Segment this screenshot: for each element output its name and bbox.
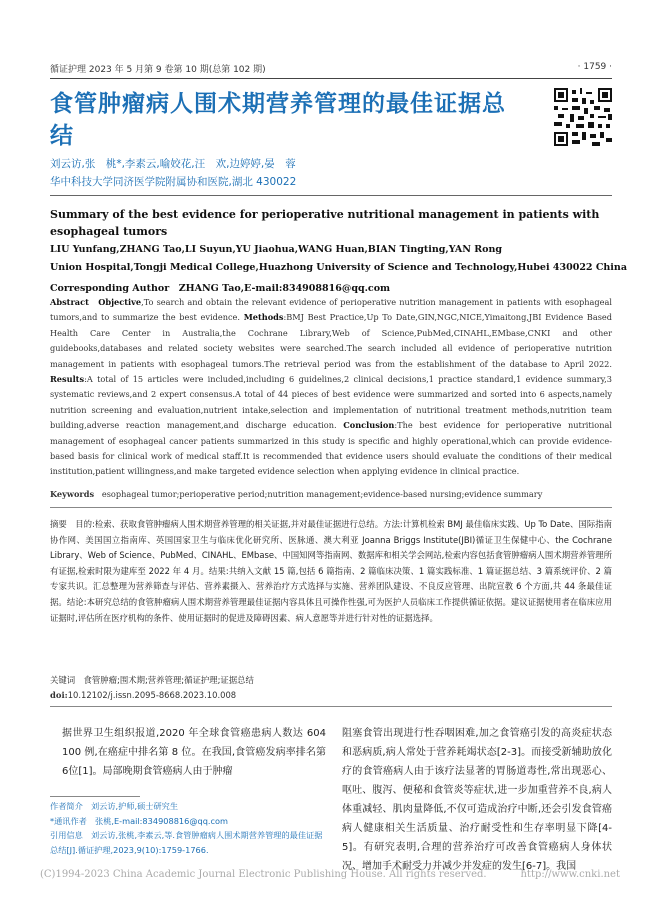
affiliation-en: Union Hospital,Tongji Medical College,Huazhong University of Science and Technology,Hubei 430022 China: [50, 262, 627, 273]
footnote-rule: [50, 796, 140, 797]
authors-en: LIU Yunfang,ZHANG Tao,LI Suyun,YU Jiaohua,WANG Huan,BIAN Tingting,YAN Rong: [50, 244, 503, 255]
keywords-en: [50, 489, 542, 499]
doi-label: doi:: [50, 690, 68, 700]
conclusion-text: The best evidence for perioperative nutritional management of esophageal cancer patients summarized in this study is specific and highly operational,which can provide evidence-based basis for clinical work of medical staff.It is recommended that evidence users should evaluate the conditions of their medical institution,patient willingness,and make targeted evidence selection when applying evidence in clinical practice.: [50, 420, 612, 477]
keywords-text: esophageal tumor;perioperative period;nutrition management;evidence-based nursing;evidence summary: [101, 489, 543, 499]
doi: [50, 690, 236, 700]
abstract-en: Abstract Objective,To search and obtain the relevant evidence of perioperative nutrition management in patients with esophageal tumors,and to summarize the best evidence. Methods:BMJ Best Practice,Up To Date,GIN,NGC,NICE,Yimaitong,JBI Evidence Based Health Care Center in Australia,the Cochrane Library,Web of Science,PubMed,CINAHL,EMbase,CNKI and other guidebooks,databases and related society websites were searched.The search included all evidence of perioperative nutrition management in patients with esophageal tumors.The retrieval period was from the establishment of the database to April 2022. Results:A total of 15 articles were included,including 6 guidelines,2 clinical decisions,1 practice standard,1 evidence summary,3 systematic reviews,and 2 expert consensus.A total of 44 pieces of best evidence were summarized and sorted into 6 aspects,namely nutrition screening and evaluation,nutrient intake,selection and implementation of nutritional treatment methods,nutrition team building,adverse reaction management,and discharge education. Conclusion:The best evidence for perioperative nutritional management of esophageal cancer patients summarized in this study is specific and highly operational,which can provide evidence-based basis for clinical work of medical staff.It is recommended that evidence users should evaluate the conditions of their medical institution,patient willingness,and make targeted evidence selection when applying evidence in clinical practice.: [50, 297, 612, 477]
methods-text: BMJ Best Practice,Up To Date,GIN,NGC,NICE,Yimaitong,JBI Evidence Based Health Care Center in Australia,the Cochrane Library,Web of Science,PubMed,CINAHL,EMbase,CNKI and other guidebooks,databases and related society websites were searched.The search included all evidence of perioperative nutrition management in patients with esophageal tumors.The retrieval period was from the establishment of the database to April 2022.: [50, 312, 612, 369]
body-text-left: 据世界卫生组织报道,2020 年全球食管癌患病人数达 604 100 例,在癌症中排名第 8 位。在我国,食管癌发病率排名第6位[1]。局部晚期食管癌病人由于肿瘤: [62, 728, 326, 777]
divider: [50, 706, 612, 707]
authors-cn: 刘云访,张 桃*,李素云,喻姣花,汪 欢,边婷婷,晏 蓉: [50, 158, 296, 170]
footnote: [50, 799, 330, 857]
objective-label: Objective: [98, 297, 142, 307]
article-title-en: Summary of the best evidence for perioperative nutritional management in patients with esophageal tumors: [50, 208, 600, 238]
results-label: Results: [50, 374, 85, 385]
methods-label: Methods: [243, 312, 284, 323]
affiliation-cn: 华中科技大学同济医学院附属协和医院,湖北 430022: [50, 176, 297, 188]
conclusion-label: Conclusion: [343, 420, 395, 431]
article-title-cn: 食管肿瘤病人围术期营养管理的最佳证据总结: [50, 91, 506, 149]
corresponding-author: Corresponding Author ZHANG Tao,E-mail:834908816@qq.com: [50, 283, 391, 294]
doi-value[interactable]: 10.12102/j.issn.2095-8668.2023.10.008: [67, 690, 237, 700]
abstract-label: Abstract: [50, 297, 89, 307]
body-text-right: 阻塞食管出现进行性吞咽困难,加之食管癌引发的高炎症状态和恶病质,病人常处于营养耗竭状态[2-3]。而接受新辅助放化疗的食管癌病人由于该疗法显著的胃肠道毒性,常出现恶心、呕吐、腹泻、便秘和食管炎等症状,进一步加重营养不良,病人体重减轻、肌肉量降低,不仅可造成治疗中断,还会引发食管癌病人健康相关生活质量、治疗耐受性和生存率明显下降[4-5]。有研究表明,合理的营养治疗可改善食管癌病人身体状况、增加手术耐受力并减少并发症的发生[6-7]。我国: [342, 728, 612, 872]
running-header: 循证护理 2023 年 5 月第 9 卷第 10 期(总第 102 期): [50, 65, 266, 75]
keywords-label: Keywords: [50, 489, 95, 499]
abstract-cn: 摘要 目的:检索、获取食管肿瘤病人围术期营养管理的相关证据,并对最佳证据进行总结。方法:计算机检索 BMJ 最佳临床实践、Up To Date、国际指南协作网、美国国立指南库、英国国家卫生与临床优化研究所、医脉通、澳大利亚 Joanna Briggs Institute(JBI)循证卫生保健中心、the Cochrane Library、Web of Science、PubMed、CINAHL、EMbase、中国知网等指南网、数据库和相关学会网站,检索内容包括食管肿瘤病人围术期营养管理所有证据,检索时限为建库至 2022 年 4 月。结果:共纳入文献 15 篇,包括 6 篇指南、2 篇临床决策、1 篇实践标准、1 篇证据总结、3 篇系统评价、2 篇专家共识。汇总整理为营养筛查与评估、营养素摄入、营养治疗方式选择与实施、营养团队建设、不良反应管理、出院宣教 6 个方面,共 44 条最佳证据。结论:本研究总结的食管肿瘤病人围术期营养管理最佳证据内容具体且可操作性强,可为医护人员临床工作提供循证依据。建议证据使用者在临床应用证据时,评估所在医疗机构的条件、使用证据时的促进及障碍因素、病人意愿等并进行针对性的证据选择。: [50, 519, 612, 623]
corresponding-note: *通讯作者 张桃,E-mail:834908816@qq.com: [50, 815, 228, 826]
qr-code-icon: [554, 88, 612, 146]
author-intro: 作者简介 刘云访,护师,硕士研究生: [50, 801, 179, 811]
copyright-bar: [40, 869, 620, 880]
citation-info: 引用信息 刘云访,张桃,李素云,等.食管肿瘤病人围术期营养管理的最佳证据总结[J].循证护理,2023,9(10):1759-1766.: [50, 830, 323, 855]
divider: [50, 195, 612, 196]
objective-text: To search and obtain the relevant evidence of perioperative nutrition management in patients with esophageal tumors,and to summarize the best evidence.: [50, 297, 612, 323]
cnki-link[interactable]: http://www.cnki.net: [520, 869, 620, 880]
page-number: · 1759 ·: [577, 62, 612, 72]
keywords-cn: 关键词 食管肿瘤;围术期;营养管理;循证护理;证据总结: [50, 675, 254, 685]
copyright-text: (C)1994-2023 China Academic Journal Electronic Publishing House. All rights reserved.: [40, 869, 487, 880]
results-text: A total of 15 articles were included,including 6 guidelines,2 clinical decisions,1 practice standard,1 evidence summary,3 systematic reviews,and 2 expert consensus.A total of 44 pieces of best evidence were summarized and sorted into 6 aspects,namely nutrition screening and evaluation,nutrient intake,selection and implementation of nutritional treatment methods,nutrition team building,adverse reaction management,and discharge education.: [50, 374, 612, 431]
divider: [50, 507, 612, 508]
header-rule: [50, 78, 612, 79]
